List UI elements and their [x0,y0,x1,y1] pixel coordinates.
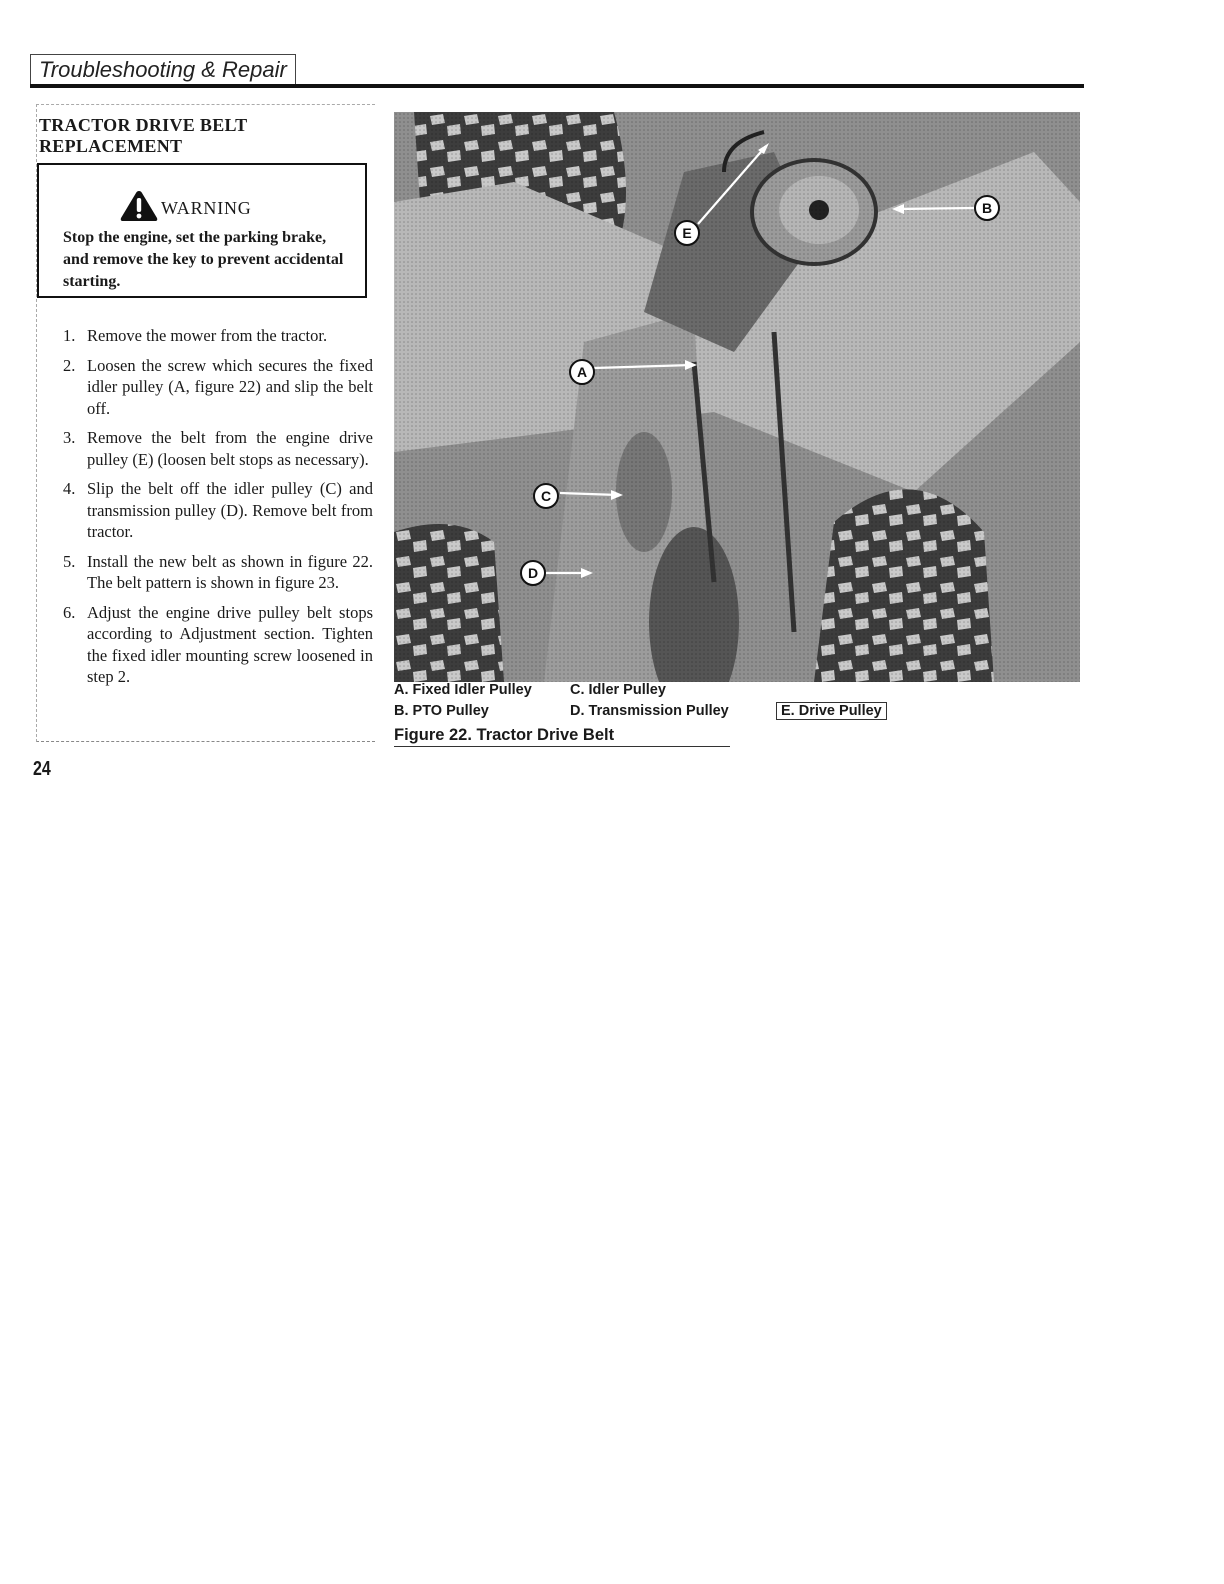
instructions-column [36,104,375,742]
callout-c [534,484,558,508]
legend-b: B. PTO Pulley [394,703,489,719]
tractor-drive-belt-photo [394,112,1080,682]
warning-label: WARNING [161,197,252,218]
step-text: Remove the mower from the tractor. [87,326,328,345]
section-title-line-2: REPLACEMENT [39,136,183,156]
callout-a-label: A [576,364,588,380]
step-text: Install the new belt as shown in figure 22. The belt pattern is shown in figure 23. [87,551,373,592]
warning-box [37,163,367,298]
step-number: 5. [63,551,76,571]
legend-a: A. Fixed Idler Pulley [394,682,532,698]
callout-d-label: D [527,565,539,581]
callout-d [521,561,545,585]
step-number: 1. [63,326,76,345]
list-item [37,602,373,688]
section-title [39,115,247,157]
steps-list [37,325,373,696]
warning-text: Stop the engine, set the parking brake, and remove the key to prevent accidental starting. [63,229,344,290]
header-rule [30,84,1084,88]
legend-e: E. Drive Pulley [776,702,887,720]
callout-b-label: B [981,200,993,216]
legend-c: C. Idler Pulley [570,682,666,698]
section-title-line-1: TRACTOR DRIVE BELT [39,115,248,135]
list-item [37,325,373,347]
step-number: 2. [63,355,76,375]
section-header: Troubleshooting & Repair [30,54,296,85]
step-text: Loosen the screw which secures the fixed idler pulley (A, figure 22) and slip the belt off. [87,355,373,418]
list-item [37,427,373,470]
photo-illustration [394,112,1080,682]
list-item [37,478,373,543]
callout-c-label: C [540,488,552,504]
step-number: 4. [63,479,76,498]
list-item [37,551,373,594]
callout-b [975,196,999,220]
callout-e-label: E [682,225,692,241]
warning-heading [119,189,252,223]
step-number: 3. [63,428,76,447]
figure-caption: Figure 22. Tractor Drive Belt [394,726,730,747]
figure-legend [394,682,924,752]
step-text: Remove the belt from the engine drive pulley (E) (loosen belt stops as necessary). [87,428,373,469]
legend-d: D. Transmission Pulley [570,703,729,719]
warning-triangle-icon [119,189,159,223]
callout-a [570,360,594,384]
list-item [37,355,373,420]
callout-e [675,221,699,245]
page-number: 24 [33,758,51,780]
step-text: Slip the belt off the idler pulley (C) and transmission pulley (D). Remove belt from tractor. [87,479,373,541]
step-text: Adjust the engine drive pulley belt stops according to Adjustment section. Tighten the fixed idler mounting screw loosened in step 2. [87,602,373,686]
step-number: 6. [63,602,76,622]
